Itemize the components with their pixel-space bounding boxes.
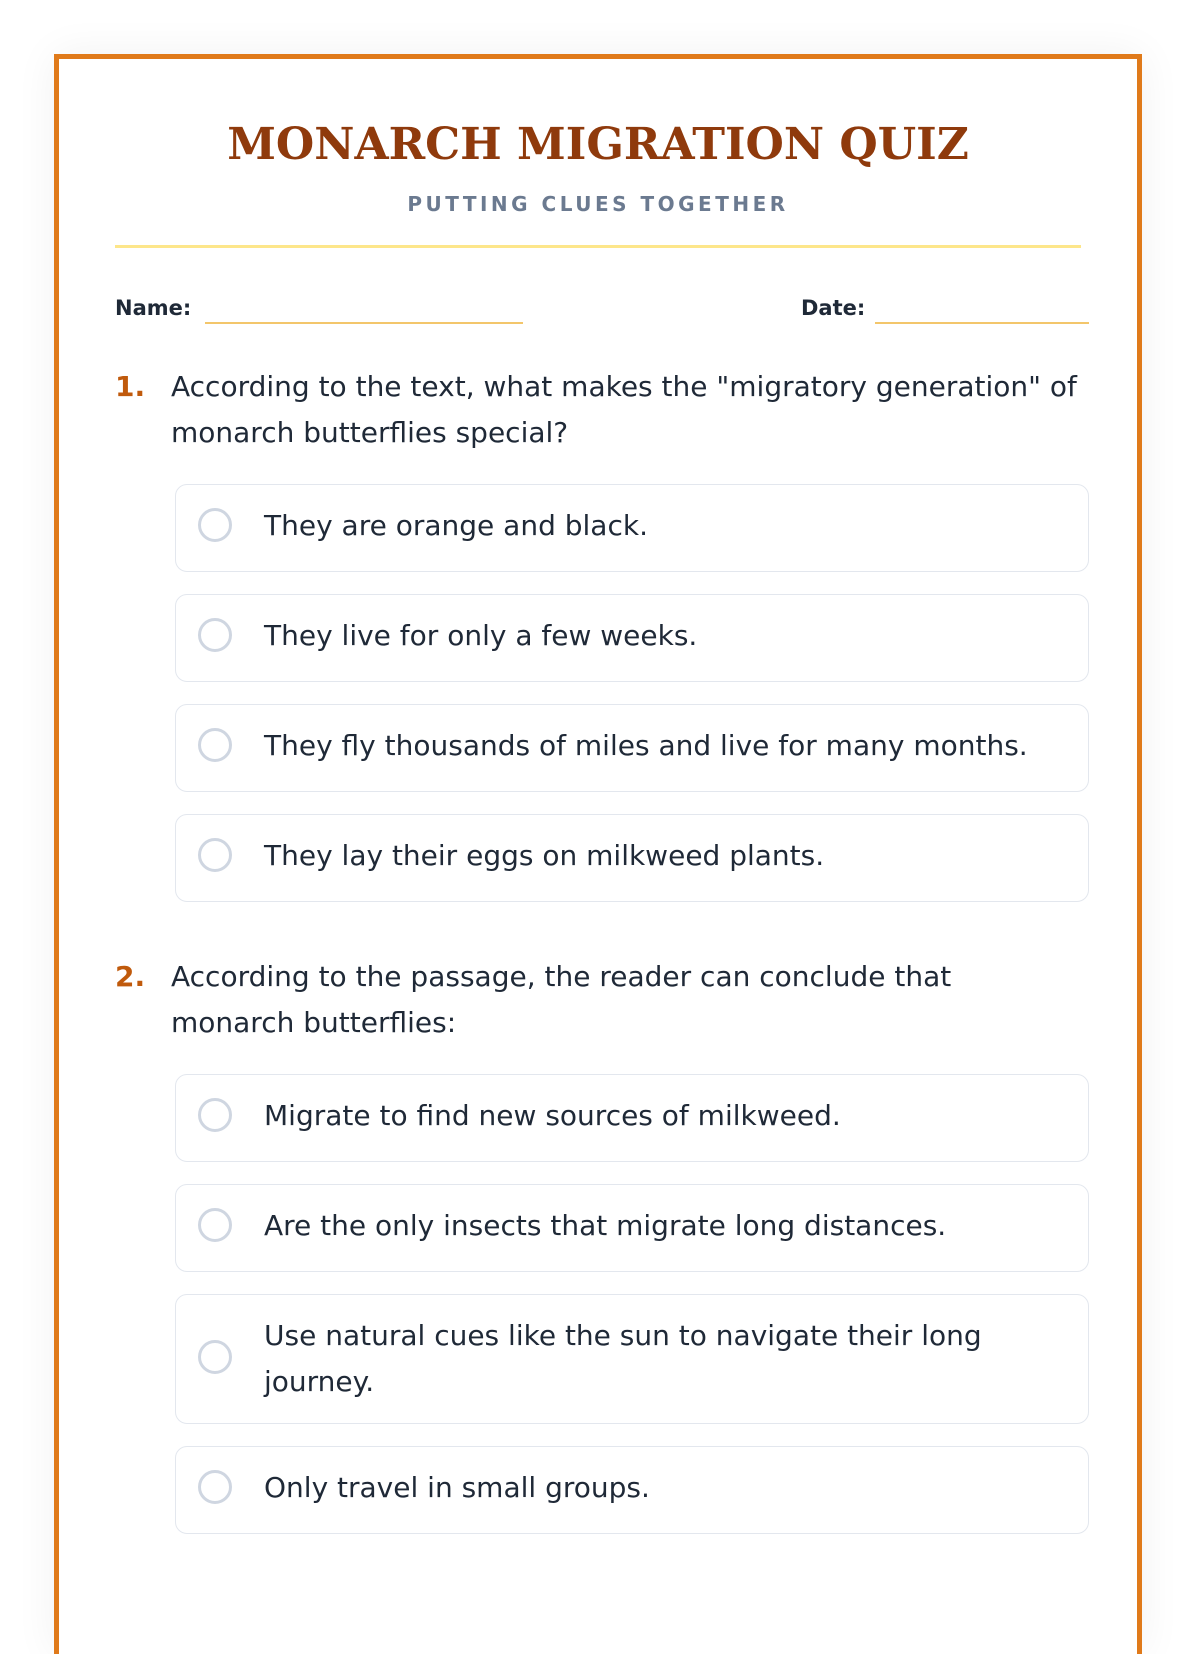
question-2 [115, 954, 1081, 1534]
quiz-sheet [54, 54, 1142, 1654]
answer-option[interactable] [175, 484, 1089, 572]
option-label: Migrate to find new sources of milkweed. [264, 1099, 841, 1132]
question-number: 1. [115, 370, 146, 403]
option-label: Only travel in small groups. [264, 1471, 650, 1504]
quiz-subtitle: PUTTING CLUES TOGETHER [407, 192, 789, 216]
question-number: 2. [115, 960, 146, 993]
answer-options [175, 484, 1081, 902]
radio-button[interactable] [198, 1098, 232, 1132]
option-label: Are the only insects that migrate long distances. [264, 1209, 947, 1242]
name-date-row [115, 286, 1081, 346]
radio-button[interactable] [198, 1340, 232, 1374]
answer-option[interactable] [175, 1184, 1089, 1272]
question-text [115, 364, 1081, 456]
radio-button[interactable] [198, 728, 232, 762]
answer-option[interactable] [175, 1446, 1089, 1534]
answer-option[interactable] [175, 704, 1089, 792]
name-field[interactable] [205, 322, 523, 324]
option-label: They fly thousands of miles and live for many months. [264, 729, 1028, 762]
date-field[interactable] [875, 322, 1089, 324]
question-text [115, 954, 1081, 1046]
quiz-title: MONARCH MIGRATION QUIZ [227, 119, 969, 170]
answer-option[interactable] [175, 1074, 1089, 1162]
option-label: Use natural cues like the sun to navigate their long journey. [264, 1319, 982, 1398]
radio-button[interactable] [198, 1208, 232, 1242]
header-divider [115, 245, 1081, 248]
option-label: They lay their eggs on milkweed plants. [264, 839, 825, 872]
radio-button[interactable] [198, 618, 232, 652]
question-prompt: According to the passage, the reader can conclude that monarch butterflies: [171, 960, 952, 1039]
option-label: They are orange and black. [264, 509, 648, 542]
radio-button[interactable] [198, 838, 232, 872]
radio-button[interactable] [198, 508, 232, 542]
question-1 [115, 364, 1081, 902]
date-label: Date: [801, 296, 866, 320]
answer-options [175, 1074, 1081, 1534]
answer-option[interactable] [175, 594, 1089, 682]
answer-option[interactable] [175, 1294, 1089, 1424]
radio-button[interactable] [198, 1470, 232, 1504]
question-prompt: According to the text, what makes the "migratory generation" of monarch butterflies special? [171, 370, 1077, 449]
answer-option[interactable] [175, 814, 1089, 902]
option-label: They live for only a few weeks. [264, 619, 698, 652]
name-label: Name: [115, 296, 192, 320]
